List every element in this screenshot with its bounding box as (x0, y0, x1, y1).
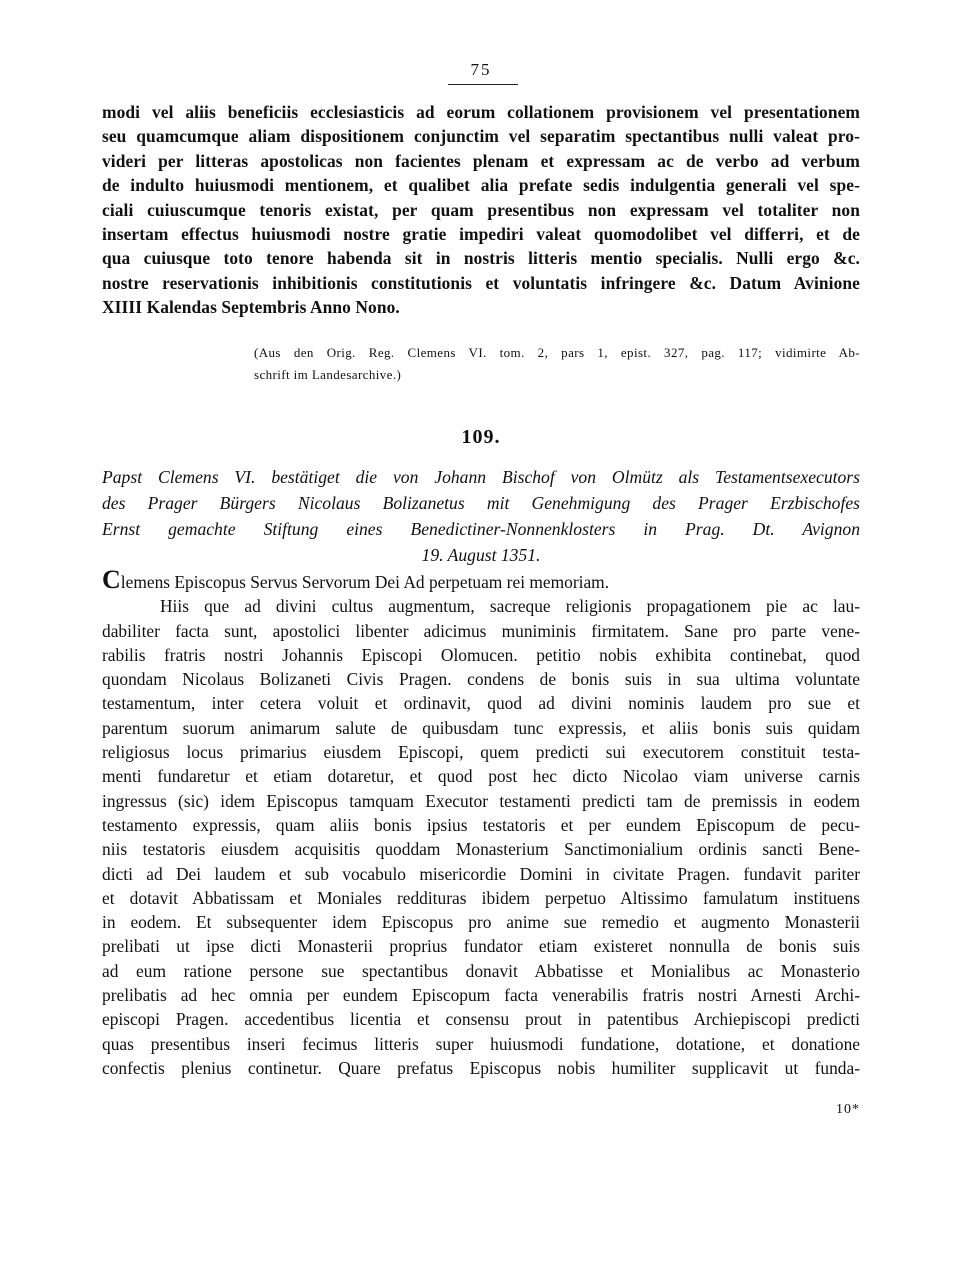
charter-line: dicti ad Dei laudem et sub vocabulo misericordie Domini in civitate Pragen. fundavit pariter (102, 863, 860, 884)
decorated-initial: C (102, 570, 121, 594)
page-number-rule (448, 84, 518, 85)
charter-line: dabiliter facta sunt, apostolici libenter adicimus muniminis firmitatem. Sane pro parte vene- (102, 620, 860, 641)
source-note (254, 342, 860, 386)
source-note-line: (Aus den Orig. Reg. Clemens VI. tom. 2, pars 1, epist. 327, pag. 117; vidimirte Ab- (254, 345, 860, 360)
continuation-text (102, 100, 860, 320)
continuation-line: XIIII Kalendas Septembris Anno Nono. (102, 297, 400, 318)
charter-line: ad eum ratione persone sue spectantibus donavit Abbatisse et Monialibus ac Monasterio (102, 960, 860, 981)
charter-line: quas presentibus inseri fecimus litteris super huiusmodi fundatione, dotatione, et donatione (102, 1033, 860, 1054)
charter-line: confectis plenius continetur. Quare prefatus Episcopus nobis humiliter supplicavit ut funda- (102, 1057, 860, 1078)
opening-text: lemens Episcopus Servus Servorum Dei Ad perpetuam rei memoriam. (120, 572, 610, 592)
charter-line: testamentum, inter cetera voluit et ordinavit, quod ad divini nominis laudem pro sue et (102, 693, 860, 714)
continuation-line: ciali cuiuscumque tenoris existat, per quam presentibus non expressam vel totaliter non (102, 199, 860, 220)
document-page (102, 0, 860, 1273)
continuation-line: insertam effectus huiusmodi nostre gratie impediri valeat quomodolibet vel differri, et de (102, 223, 860, 244)
charter-line: quondam Nicolaus Bolizaneti Civis Pragen. condens de bonis suis in sua ultima voluntate (102, 669, 860, 690)
charter-line: Hiis que ad divini cultus augmentum, sacreque religionis propagationem pie ac lau- (160, 596, 860, 617)
charter-line: prelibati ut ipse dicti Monasterii proprius fundator etiam existeret nonnulla de bonis suis (102, 936, 860, 957)
continuation-line: videri per litteras apostolicas non facientes plenam et expressam ac de verbo ad verbum (102, 150, 860, 171)
continuation-line: qua cuiusque toto tenore habenda sit in nostris litteris mentio specialis. Nulli ergo &c. (102, 248, 860, 269)
charter-line: menti fundaretur et etiam dotaretur, et quod post hec dicto Nicolao viam universe carnis (102, 766, 860, 787)
charter-line: religiosus locus primarius eiusdem Episcopi, quem predicti sui executorem constituit testa- (102, 742, 860, 763)
charter-line: in eodem. Et subsequenter idem Episcopus pro anime sue remedio et augmento Monasterii (102, 912, 860, 933)
charter-text (102, 570, 860, 1105)
continuation-line: de indulto huiusmodi mentionem, et qualibet alia prefate sedis indulgentia generali vel spe- (102, 175, 860, 196)
charter-line: niis testatoris eiusdem acquisitis quoddam Monasterium Sanctimonialium ordinis sancti Bene- (102, 839, 860, 860)
charter-line: ingressus (sic) idem Episcopus tamquam Executor testamenti predicti tam de premissis in eodem (102, 790, 860, 811)
charter-opening-line (102, 570, 860, 594)
source-note-line: schrift im Landesarchive.) (254, 367, 402, 382)
regest-summary (102, 464, 860, 568)
regest-line: Papst Clemens VI. bestätiget die von Johann Bischof von Olmütz als Testamentsexecutors (102, 467, 860, 487)
charter-line: parentum suorum animarum salute de quibusdam tunc expressis, et aliis bonis suis quidam (102, 717, 860, 738)
regest-line: Ernst gemachte Stiftung eines Benedictiner-Nonnenklosters in Prag. Dt. Avignon (102, 519, 860, 539)
regest-line: des Prager Bürgers Nicolaus Bolizanetus mit Genehmigung des Prager Erzbischofes (102, 493, 860, 513)
continuation-line: modi vel aliis beneficiis ecclesiasticis ad eorum collationem provisionem vel presentationem (102, 102, 860, 122)
charter-line (102, 1080, 860, 1104)
page-number: 75 (470, 60, 492, 79)
sheet-signature: 10* (836, 1102, 860, 1117)
charter-line: et dotavit Abbatissam et Moniales reddituras ibidem perpetuo Altissimo famulatum instituens (102, 887, 860, 908)
regest-line: 19. August 1351. (421, 545, 541, 565)
charter-line: prelibatis ad hec omnia per eundem Episcopum facta venerabilis fratris nostri Arnesti Archi- (102, 985, 860, 1006)
charter-line: testamento expressis, quam aliis bonis ipsius testatoris et per eundem Episcopum de pecu- (102, 814, 860, 835)
charter-line: rabilis fratris nostri Johannis Episcopi Olomucen. petitio nobis exhibita continebat, quod (102, 644, 860, 665)
document-number: 109. (461, 426, 501, 448)
continuation-line: seu quamcumque aliam dispositionem conjunctim vel separatim spectantibus nulli valeat pro- (102, 126, 860, 147)
continuation-line: nostre reservationis inhibitionis constitutionis et voluntatis infringere &c. Datum Avinione (102, 272, 860, 293)
charter-line: episcopi Pragen. accedentibus licentia et consensu prout in patentibus Archiepiscopi predicti (102, 1009, 860, 1030)
